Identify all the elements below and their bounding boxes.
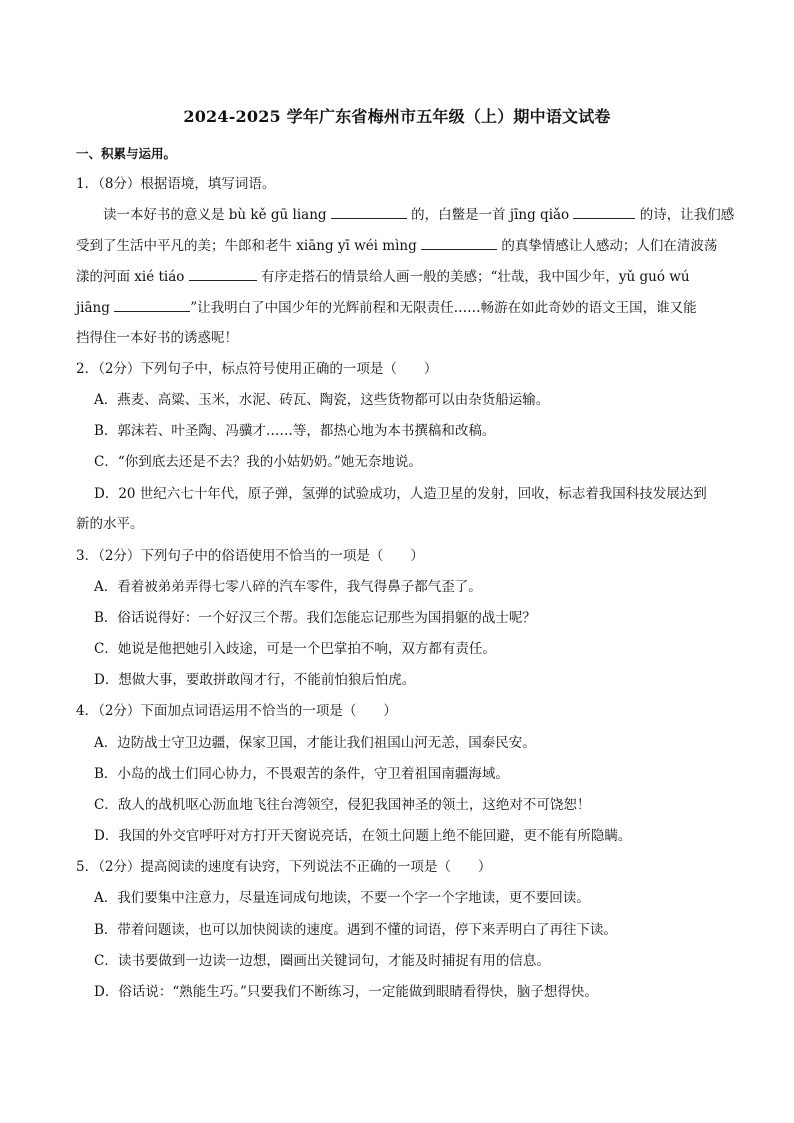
q1-text: ”让我明白了中国少年的光辉前程和无限责任……畅游在如此奇妙的语文王国，谁又能 xyxy=(190,300,697,316)
q2-stem: 2．（2分）下列句子中，标点符号使用正确的一项是（ ） xyxy=(76,361,438,377)
q5-option-b[interactable]: B．带着问题读，也可以加快阅读的速度。遇到不懂的词语，停下来弄明白了再往下读。 xyxy=(94,922,617,938)
answer-blank[interactable] xyxy=(421,237,497,250)
q1-passage-line-3 xyxy=(76,267,690,287)
section-heading: 一、积累与运用。 xyxy=(76,146,177,161)
q4-option-c[interactable]: C．敌人的战机呕心沥血地飞往台湾领空，侵犯我国神圣的领土，这绝对不可饶恕！ xyxy=(94,797,591,813)
q2-option-c[interactable]: C．“你到底去还是不去？我的小姑奶奶。”她无奈地说。 xyxy=(94,454,422,470)
q1-text: 的真挚情感让人感动；人们在清波荡 xyxy=(501,238,718,254)
q2-option-a[interactable]: A．燕麦、高粱、玉米，水泥、砖瓦、陶瓷，这些货物都可以由杂货船运输。 xyxy=(94,392,550,408)
answer-blank[interactable] xyxy=(114,299,190,312)
q1-text: 的，白鳖是一首 jīng qiǎo xyxy=(411,207,570,223)
q1-passage-line-5: 挡得住一本好书的诱惑呢！ xyxy=(76,330,238,346)
q5-option-c[interactable]: C．读书要做到一边读一边想，圈画出关键词句，才能及时捕捉有用的信息。 xyxy=(94,953,550,969)
q3-option-a[interactable]: A．看着被弟弟弄得七零八碎的汽车零件，我气得鼻子都气歪了。 xyxy=(94,579,482,595)
answer-blank[interactable] xyxy=(189,268,257,281)
q3-option-b[interactable]: B．俗话说得好：一个好汉三个帮。我们怎能忘记那些为国捐躯的战士呢？ xyxy=(94,610,536,626)
q1-stem: 1．（8分）根据语境，填写词语。 xyxy=(76,176,276,192)
q1-text: 读一本好书的意义是 bù kě gū liang xyxy=(103,207,327,223)
q1-text: jiāng xyxy=(76,300,110,316)
page-title: 2024-2025 学年广东省梅州市五年级（上）期中语文试卷 xyxy=(183,107,611,126)
q1-passage-line-4 xyxy=(76,298,697,318)
answer-blank[interactable] xyxy=(573,206,635,219)
q5-option-d[interactable]: D．俗话说：“熟能生巧。”只要我们不断练习，一定能做到眼睛看得快，脑子想得快。 xyxy=(94,984,598,1000)
q1-passage-line-1 xyxy=(103,205,734,225)
q1-text: 受到了生活中平凡的美；牛郎和老牛 xiāng yī wéi mìng xyxy=(76,238,417,254)
q4-option-b[interactable]: B．小岛的战士们同心协力，不畏艰苦的条件，守卫着祖国南疆海域。 xyxy=(94,766,509,782)
q1-passage-line-2 xyxy=(76,236,717,256)
q4-option-d[interactable]: D．我国的外交官呼吁对方打开天窗说亮话，在领土问题上绝不能回避，更不能有所隐瞒。 xyxy=(94,828,632,844)
q1-text: 漾的河面 xié tiáo xyxy=(76,269,185,285)
q5-option-a[interactable]: A．我们要集中注意力，尽量连词成句地读，不要一个字一个字地读，更不要回读。 xyxy=(94,890,590,906)
q2-option-b[interactable]: B．郭沫若、叶圣陶、冯骥才……等，都热心地为本书撰稿和改稿。 xyxy=(94,423,496,439)
q2-option-d-continued: 新的水平。 xyxy=(76,516,144,532)
q2-option-d[interactable]: D．20 世纪六七十年代，原子弹，氢弹的试验成功，人造卫星的发射，回收，标志着我国科技发展达到 xyxy=(94,486,707,502)
q3-stem: 3．（2分）下列句子中的俗语使用不恰当的一项是（ ） xyxy=(76,548,424,564)
q1-text: 有序走搭石的情景给人画一般的美感；“壮哉，我中国少年，yǔ guó wú xyxy=(261,269,690,285)
q3-option-c[interactable]: C．她说是他把她引入歧途，可是一个巴掌拍不响，双方都有责任。 xyxy=(94,641,496,657)
answer-blank[interactable] xyxy=(331,206,407,219)
q4-option-a[interactable]: A．边防战士守卫边疆，保家卫国，才能让我们祖国山河无恙，国泰民安。 xyxy=(94,735,536,751)
q5-stem: 5．（2分）提高阅读的速度有诀窍，下列说法不正确的一项是（ ） xyxy=(76,859,492,875)
q1-text: 的诗，让我们感 xyxy=(639,207,735,223)
q4-stem: 4．（2分）下面加点词语运用不恰当的一项是（ ） xyxy=(76,703,397,719)
q3-option-d[interactable]: D．想做大事，要敢拼敢闯才行，不能前怕狼后怕虎。 xyxy=(94,672,416,688)
